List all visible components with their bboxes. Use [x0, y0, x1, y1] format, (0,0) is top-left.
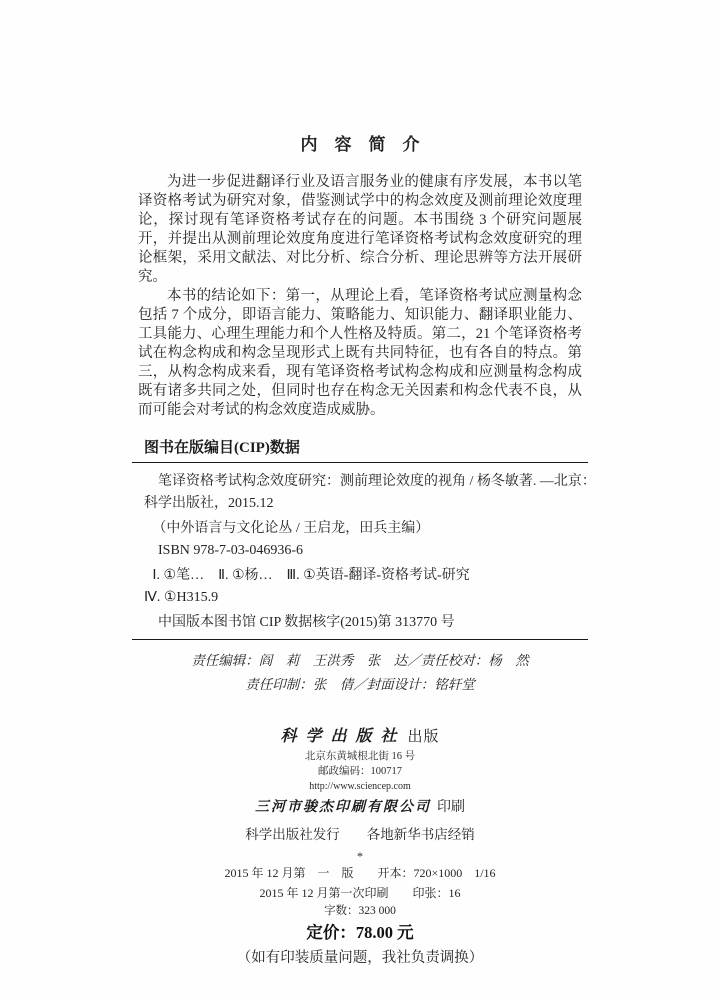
word-count-line: 字数：323 000 [324, 905, 396, 917]
cip-classification-line-2: Ⅳ. ①H315.9 [144, 590, 219, 605]
cip-block [132, 471, 596, 634]
editor-credits-line: 责任编辑：阎 莉 王洪秀 张 达／责任校对：杨 然 [191, 653, 529, 668]
printer-action-label: 印刷 [437, 800, 465, 815]
publisher-block [132, 725, 588, 969]
printer-name: 三河市骏杰印刷有限公司 [255, 800, 431, 815]
quality-notice-line: （如有印装质量问题，我社负责调换） [236, 950, 484, 966]
cip-book-title-line: 笔译资格考试构念效度研究：测前理论效度的视角 / 杨冬敏著. —北京： [158, 474, 596, 489]
page-content [132, 0, 596, 969]
price-line: 定价：78.00 元 [306, 923, 414, 942]
cip-heading: 图书在版编目(CIP)数据 [144, 440, 300, 456]
cip-record-number-line: 中国版本图书馆 CIP 数据核字(2015)第 313770 号 [158, 615, 455, 630]
publisher-postcode: 邮政编码：100717 [318, 766, 402, 777]
summary-paragraph-2: 本书的结论如下：第一，从理论上看，笔译资格考试应测量构念包括 7 个成分，即语言能力、策略能力、知识能力、翻译职业能力、工具能力、心理生理能力和个人性格及特质。第二，21 个笔译资格考试在构念构成和构念呈现形式上既有共同特征，也有各自的特点。第三，从构念构成来看，现有笔译资格考试构念构成和应测量构念构成既有诸多共同之处，但同时也存在构念无关因素和构念代表不良，从而可能会对考试的构念效度造成威胁。 [138, 288, 582, 418]
publisher-website: http://www.sciencep.com [309, 781, 411, 792]
publisher-line [132, 725, 588, 749]
print-design-credits-line: 责任印制：张 倩／封面设计：铭轩堂 [245, 677, 475, 692]
printer-line [132, 798, 588, 818]
publisher-action-label: 出版 [407, 729, 440, 745]
cip-series-line: （中外语言与文化论丛 / 王启龙，田兵主编） [152, 521, 430, 536]
star-separator: * [357, 849, 363, 863]
divider-line-top [132, 462, 588, 463]
isbn-line: ISBN 978-7-03-046936-6 [158, 543, 304, 558]
staff-credits [132, 649, 588, 697]
content-summary-heading: 内 容 简 介 [300, 135, 420, 154]
cip-publisher-line: 科学出版社，2015.12 [144, 496, 274, 511]
printing-sheets-line: 2015 年 12 月第一次印刷 印张：16 [259, 886, 461, 900]
publisher-name: 科学出版社 [280, 728, 406, 745]
edition-format-line: 2015 年 12 月第 一 版 开本：720×1000 1/16 [224, 866, 496, 880]
divider-line-bottom [132, 639, 588, 640]
summary-paragraph-1: 为进一步促进翻译行业及语言服务业的健康有序发展，本书以笔译资格考试为研究对象，借鉴测试学中的构念效度及测前理论效度理论，探讨现有笔译资格考试存在的问题。本书围绕 3 个研究问题展开，并提出从测前理论效度角度进行笔译资格考试构念效度研究的理论框架，采用文献法、对比分析、综合分析、理论思辨等方法开展研究。 [138, 174, 582, 285]
cip-classification-line-1: Ⅰ. ①笔… Ⅱ. ①杨… Ⅲ. ①英语-翻译-资格考试-研究 [152, 568, 470, 583]
distribution-line: 科学出版社发行 各地新华书店经销 [245, 827, 475, 842]
publisher-address: 北京东黄城根北街 16 号 [304, 751, 416, 762]
